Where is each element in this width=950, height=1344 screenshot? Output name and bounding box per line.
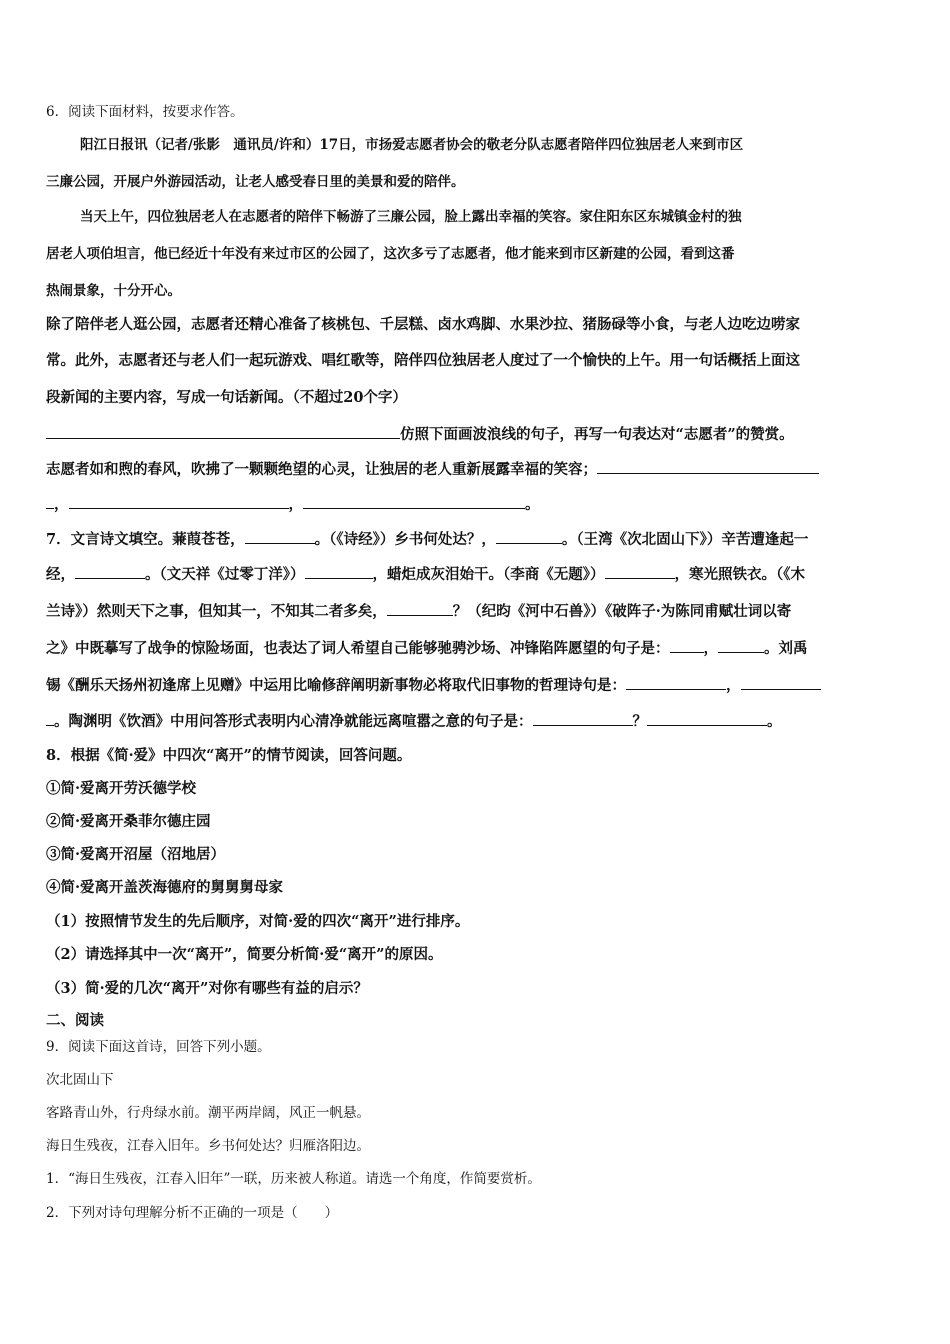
q7-text: 。（文天祥《过零丁洋》） [145,566,305,583]
q6-paragraph3-line1: 除了陪伴老人逛公园，志愿者还精心准备了核桃包、千层糕、卤水鸡脚、水果沙拉、猪肠碌等小食，与老人边吃边唠家 [46,316,800,333]
answer-blank[interactable] [496,527,562,544]
answer-blank[interactable] [718,636,764,653]
q7-text: 之》中既摹写了战争的惊险场面，也表达了词人希望自己能够驰骋沙场、冲锋陷阵愿望的句子是： [46,640,670,657]
section-heading: 二、阅读 [46,1012,104,1029]
comma: ， [726,677,741,694]
q9-title: 9．阅读下面这首诗，回答下列小题。 [46,1039,271,1055]
q6-paragraph2-line1: 当天上午，四位独居老人在志愿者的陪伴下畅游了三廉公园，脸上露出幸福的笑容。家住阳东区东城镇金村的独 [80,209,742,225]
q8-item-2: ②简·爱离开桑菲尔德庄园 [46,813,211,830]
poem-title: 次北固山下 [46,1072,114,1088]
answer-blank[interactable] [69,492,289,509]
q7-line1 [46,527,808,551]
q6-model-sentence: 志愿者如和煦的春风，吹拂了一颗颗绝望的心灵，让独居的老人重新展露幸福的笑容； [46,461,597,478]
answer-blank[interactable] [46,492,54,509]
q8-title: 8．根据《简·爱》中四次“离开”的情节阅读，回答问题。 [46,747,412,764]
q7-line4 [46,636,808,660]
q7-text: 。陶渊明《饮酒》中用问答形式表明内心清净就能远离喧嚣之意的句子是： [54,713,533,730]
q7-line5 [46,673,821,697]
answer-blank[interactable] [647,709,767,726]
q7-text: 。刘禹 [764,640,808,657]
answer-blank[interactable] [533,709,633,726]
answer-blank[interactable] [387,599,453,616]
q8-sub-question-1: （1）按照情节发生的先后顺序，对简·爱的四次“离开”进行排序。 [46,913,470,930]
q7-line6 [46,709,782,733]
q7-text: ？（纪昀《河中石兽》）《破阵子·为陈同甫赋壮词以寄 [452,603,792,620]
period: 。 [525,496,540,513]
q7-text: ？ [632,713,647,730]
q6-model-line [46,457,819,481]
answer-blank[interactable] [305,562,373,579]
q6-paragraph3-line3: 段新闻的主要内容，写成一句话新闻。（不超过20个字） [46,389,407,406]
q6-paragraph3-line2: 常。此外，志愿者还与老人们一起玩游戏、唱红歌等，陪伴四位独居老人度过了一个愉快的上午。用一句话概括上面这 [46,352,800,369]
answer-blank[interactable] [626,673,726,690]
poem-line-1: 客路青山外，行舟绿水前。潮平两岸阔，风正一帆悬。 [46,1105,370,1121]
q7-text: 兰诗》）然则天下之事，但知其一，不知其二者多矣， [46,603,387,620]
q6-paragraph2-line3: 热闹景象，十分开心。 [46,283,181,299]
q6-paragraph2-line2: 居老人项伯坦言，他已经近十年没有来过市区的公园了，这次多亏了志愿者，他才能来到市区新建的公园，看到这番 [46,246,735,262]
q8-item-1: ①简·爱离开劳沃德学校 [46,780,197,797]
q7-text: 。 [767,713,782,730]
answer-blank[interactable] [597,457,819,474]
q7-text: 7．文言诗文填空。蒹葭苍苍， [46,531,245,548]
q8-item-4: ④简·爱离开盖茨海德府的舅舅舅母家 [46,879,284,896]
q6-paragraph1-line2: 三廉公园，开展户外游园活动，让老人感受春日里的美景和爱的陪伴。 [46,174,465,190]
q7-text: 锡《酬乐天扬州初逢席上见赠》中运用比喻修辞阐明新事物必将取代旧事物的哲理诗句是： [46,677,626,694]
q7-line2 [46,562,805,586]
q7-text: 经， [46,566,75,583]
q6-title: 6．阅读下面材料，按要求作答。 [46,104,244,120]
q8-item-3: ③简·爱离开沼屋（沼地居） [46,846,226,863]
q6-imitate-prompt: 仿照下面画波浪线的句子，再写一句表达对“志愿者”的赞赏。 [400,426,794,443]
comma: ， [288,496,303,513]
q7-line3 [46,599,791,623]
q7-text: 。（《诗经》）乡书何处达？， [314,531,496,548]
answer-blank[interactable] [245,527,315,544]
answer-blank[interactable] [75,562,145,579]
answer-blank[interactable] [741,673,821,690]
poem-line-2: 海日生残夜，江春入旧年。乡书何处达？归雁洛阳边。 [46,1138,370,1154]
answer-blank[interactable] [670,636,704,653]
q9-sub-question-1: 1．“海日生残夜，江春入旧年”一联，历来被人称道。请选一个角度，作简要赏析。 [46,1171,541,1187]
q6-paragraph1-line1: 阳江日报讯（记者/张影 通讯员/许和）17日，市扬爱志愿者协会的敬老分队志愿者陪伴四位独居老人来到市区 [80,137,744,153]
q8-sub-question-3: （3）简·爱的几次“离开”对你有哪些有益的启示？ [46,980,368,997]
q9-sub-question-2: 2．下列对诗句理解分析不正确的一项是（ ） [46,1205,339,1221]
q7-text: ，蜡炬成灰泪始干。（李商《无题》） [372,566,605,583]
q7-text: ，寒光照铁衣。（《木 [674,566,805,583]
q6-answer-line [46,492,540,516]
q7-text: 。（王湾《次北固山下》）辛苦遭逢起一 [561,531,809,548]
q6-imitate-line [46,422,794,446]
answer-blank[interactable] [605,562,675,579]
answer-blank[interactable] [46,422,400,439]
answer-blank[interactable] [303,492,525,509]
q8-sub-question-2: （2）请选择其中一次“离开”，简要分析简·爱“离开”的原因。 [46,946,443,963]
comma: ， [703,640,718,657]
answer-blank[interactable] [46,709,54,726]
comma: ， [54,496,69,513]
